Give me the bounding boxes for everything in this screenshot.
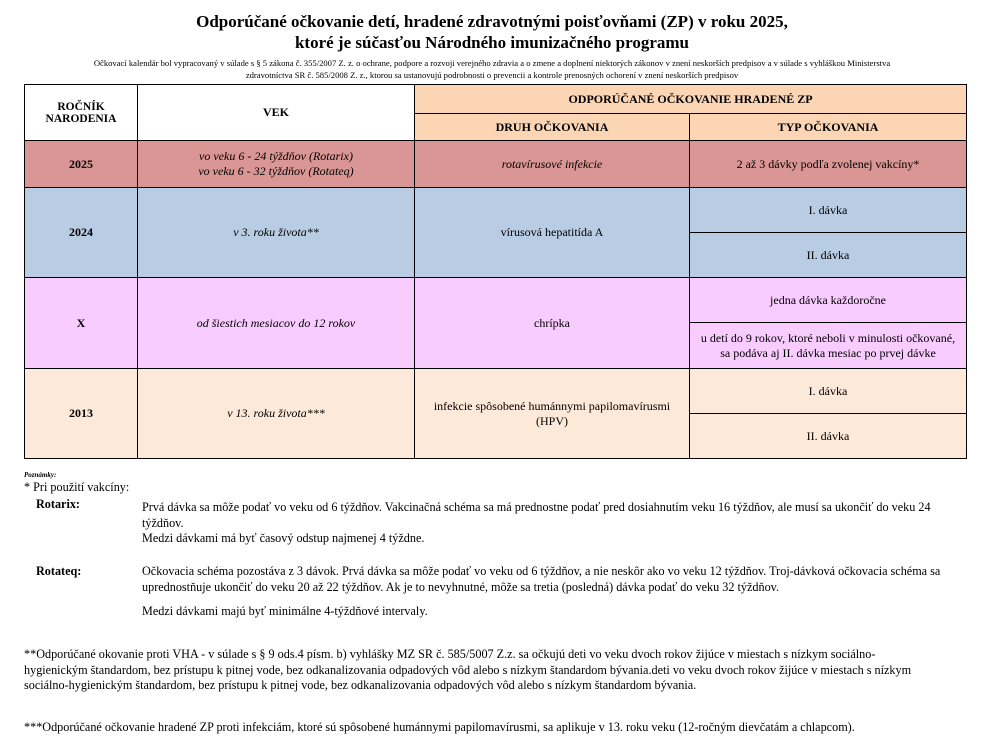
birth-year-cell: 2013 [25,369,138,459]
rotarix-text [142,500,964,547]
rotarix-label: Rotarix: [36,497,80,511]
vha-footnote [24,647,964,694]
vaccination-kind-cell: rotavírusové infekcie [415,141,690,188]
dose-1-cell: I. dávka [690,369,967,414]
vha-line-3: sociálno-hygienickým štandardom, bez prístupu k pitnej vode, bez odkanalizovania odpadových vôd alebo s nízkym štandardom bývania. [24,678,697,692]
rotarix-line-3: Medzi dávkami má byť časový odstup najmenej 4 týždne. [142,531,425,545]
rotateq-line-1: Očkovacia schéma pozostáva z 3 dávok. Prvá dávka sa môže podať vo veku od 6 týždňov, a nie neskôr ako vo veku 12 týždňov. Troj-dávková očkovacia schéma sa [142,564,941,578]
vaccination-kind-cell: vírusová hepatitída A [415,188,690,278]
table-row [25,188,967,233]
age-cell: od šiestich mesiacov do 12 rokov [138,278,415,369]
second-dose-line-2: sa podáva aj II. dávka mesiac po prvej dávke [720,345,936,360]
dose-2-cell: II. dávka [690,233,967,278]
rotateq-line-2: uprednostňuje ukončiť do veku 20 až 22 týždňov. Ak je to nevyhnutné, môže sa tretia (posledná) dávka podať do veku 32 týždňov. [142,579,780,594]
subtitle-line-2: zdravotníctva SR č. 585/2008 Z. z., ktorou sa ustanovujú podrobnosti o prevencii a kontrole prenosných ochorení v znení neskorších predpisov [245,69,739,80]
dose-1-cell: I. dávka [690,188,967,233]
birth-year-cell: X [25,278,138,369]
hpv-kind-line-1: infekcie spôsobené humánnymi papilomavírusmi [433,398,671,413]
yearly-dose-cell: jedna dávka každoročne [690,278,967,323]
header-vaccination-kind: DRUH OČKOVANIA [415,114,690,141]
header-birth-year: ROČNÍK NARODENIA [25,85,138,141]
hpv-footnote: ***Odporúčané očkovanie hradené ZP proti infekciám, ktoré sú spôsobené humánnymi papilomavírusmi, sa aplikuje v 13. roku veku (12-ročným dievčatám a chlapcom). [24,720,855,734]
vaccination-kind-cell: chrípka [415,278,690,369]
header-recommended-group: ODPORÚČANÉ OČKOVANIE HRADENÉ ZP [415,85,967,114]
second-dose-line-1: u detí do 9 rokov, ktoré neboli v minulosti očkované, [700,330,956,345]
birth-year-cell: 2025 [25,141,138,188]
age-cell: v 3. roku života** [138,188,415,278]
vaccine-heading: * Pri použití vakcíny: [24,480,130,494]
table-row [25,278,967,323]
second-dose-note-cell [690,323,967,369]
rotarix-line-1: Prvá dávka sa môže podať vo veku od 6 týždňov. Vakcinačná schéma sa má prednostne podať pred dosiahnutím veku 16 týždňov, ale musí sa ukončiť do veku 24 [142,500,931,514]
vaccination-type-cell: 2 až 3 dávky podľa zvolenej vakcíny* [690,141,967,188]
title-line-1: Odporúčané očkovanie detí, hradené zdravotnými poisťovňami (ZP) v roku 2025, [196,12,788,31]
age-line-rotarix: vo veku 6 - 24 týždňov (Rotarix) [199,149,353,163]
birth-year-cell: 2024 [25,188,138,278]
table-row [25,369,967,414]
subtitle-line-1: Očkovací kalendár bol vypracovaný v súlade s § 5 zákona č. 355/2007 Z. z. o ochrane, podpore a rozvoji verejného zdravia a o zmene a doplnení niektorých zákonov v znení neskorších predpisov a v súlade s vyhláškou Ministerstva [93,58,891,68]
rotateq-label: Rotateq: [36,564,82,578]
hpv-kind-line-2: (HPV) [536,413,568,428]
notes-heading: Poznámky: [24,471,57,479]
dose-2-cell: II. dávka [690,414,967,459]
rotateq-line-3: Medzi dávkami majú byť minimálne 4-týždňové intervaly. [142,604,428,618]
header-vaccination-type: TYP OČKOVANIA [690,114,967,141]
age-cell [138,141,415,188]
rotarix-line-2: týždňov. [142,515,184,530]
age-line-rotateq: vo veku 6 - 32 týždňov (Rotateq) [198,164,354,178]
page-title [0,11,984,53]
table-row [25,141,967,188]
header-age: VEK [138,85,415,141]
age-cell: v 13. roku života*** [138,369,415,459]
title-line-2: ktoré je súčasťou Národného imunizačného programu [294,33,690,52]
vaccination-kind-cell [415,369,690,459]
vaccination-table [24,84,967,459]
rotateq-text [142,564,964,620]
vha-line-2: hygienickým štandardom, bez prístupu k pitnej vode, bez odkanalizovania odpadových vôd alebo s nízkym štandardom bývania.deti vo veku dvoch rokov žijúce v miestach s nízkym [24,662,912,677]
legal-subtitle [30,58,954,81]
vha-line-1: **Odporúčané okovanie proti VHA - v súlade s § 9 ods.4 písm. b) vyhlášky MZ SR č. 585/5007 Z.z. sa očkujú deti vo veku dvoch rokov žijúce v miestach s nízkym sociálno- [24,647,876,661]
